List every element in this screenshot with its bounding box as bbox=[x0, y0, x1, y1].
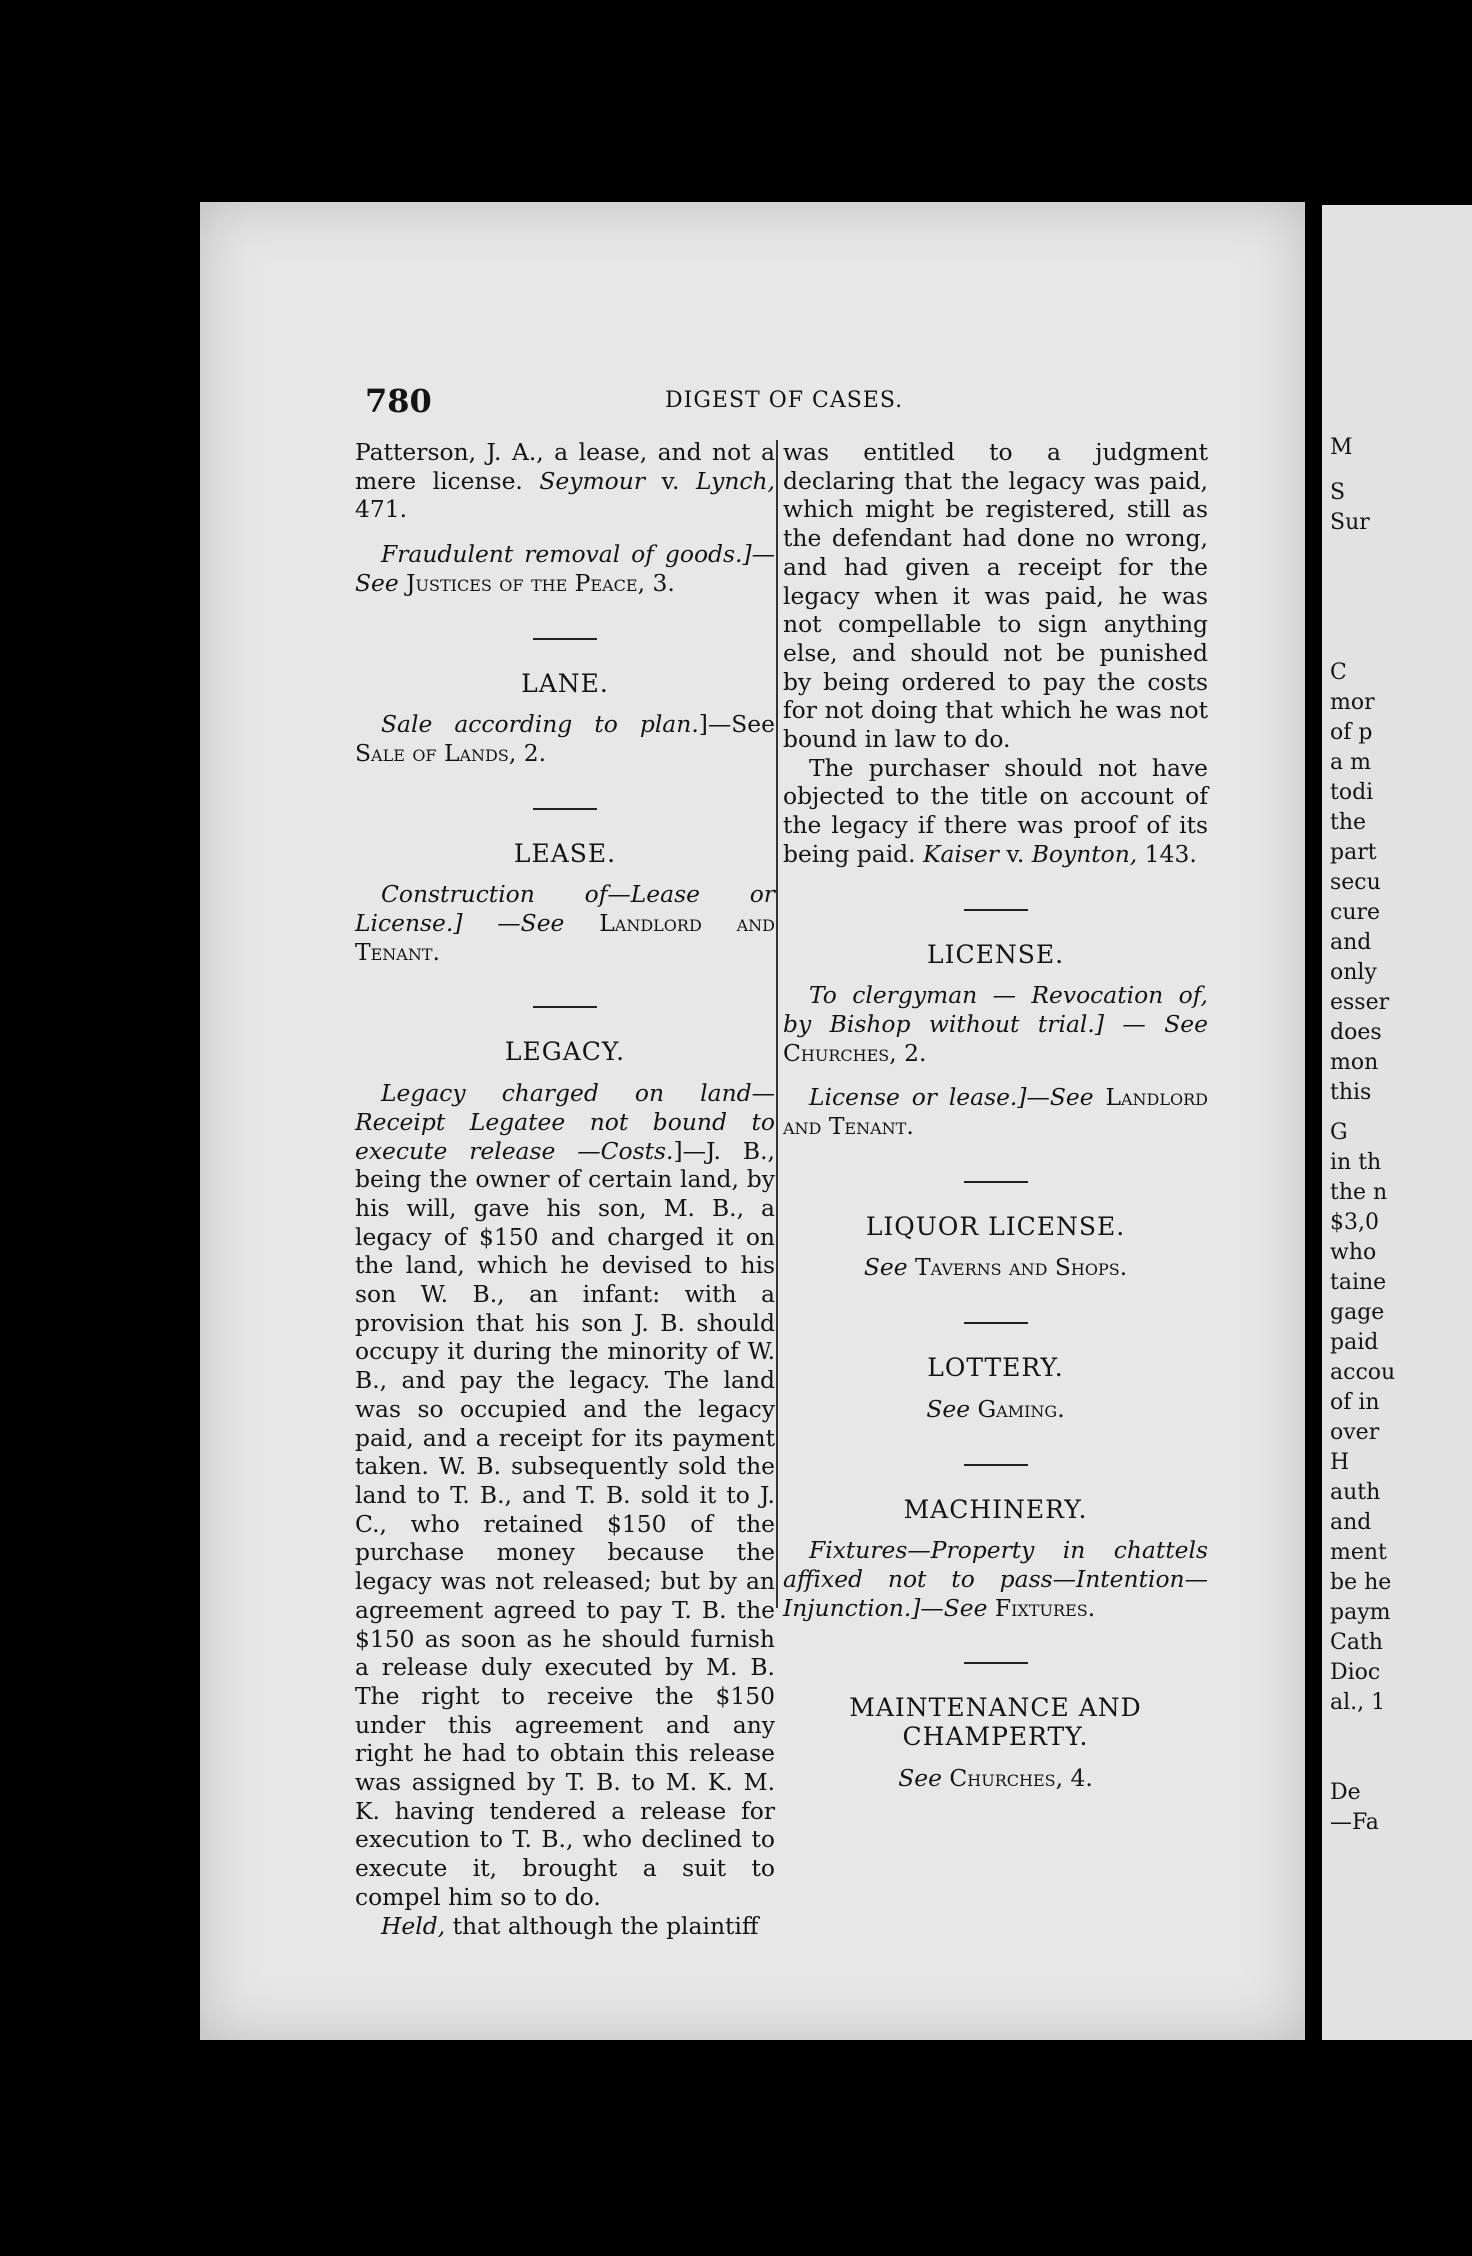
section-rule bbox=[533, 1006, 597, 1008]
adjacent-page-fragment: al., 1 bbox=[1330, 1690, 1386, 1715]
adjacent-page-fragment: only bbox=[1330, 960, 1377, 985]
adjacent-page-fragment: who bbox=[1330, 1240, 1377, 1265]
heading-lane: LANE. bbox=[521, 668, 609, 698]
license-or-lease-entry: License or lease.]—See Landlord and Tenant. bbox=[783, 1083, 1208, 1141]
heading-machinery: MACHINERY. bbox=[903, 1494, 1088, 1524]
legacy-entry: Legacy charged on land—Receipt Legatee not bound to execute release —Costs.]—J. B., being the owner of certain land, by his will, gave his son, M. B., a legacy of $150 and charged it on the land, which he devised to his son W. B., an infant: with a provision that his son J. B. should occupy it during the minority of W. B., and pay the legacy. The land was so occupied and the legacy paid, and a receipt for its payment taken. W. B. subsequently sold the land to T. B., and T. B. sold it to J. C., who retained $150 of the purchase money because the legacy was not released; but by an agreement agreed to pay T. B. the $150 as soon as he should furnish a release duly executed by M. B. The right to receive the $150 under this agreement and any right he had to obtain this release was assigned by T. B. to M. K. M. K. having tendered a release for execution to T. B., who declined to execute it, brought a suit to compel him so to do. bbox=[355, 1079, 775, 1911]
heading-maintenance-and-champerty: MAINTENANCE AND CHAMPERTY. bbox=[849, 1693, 1142, 1752]
adjacent-page-fragment: gage bbox=[1330, 1300, 1385, 1325]
adjacent-page-fragment: C bbox=[1330, 660, 1347, 685]
heading-lease: LEASE. bbox=[513, 838, 617, 868]
running-head: DIGEST OF CASES. bbox=[665, 388, 904, 413]
heading-license: LICENSE. bbox=[926, 939, 1065, 969]
adjacent-page-fragment: be he bbox=[1330, 1570, 1392, 1595]
adjacent-page-fragment: of in bbox=[1330, 1390, 1380, 1415]
adjacent-page-fragment: paid bbox=[1330, 1330, 1379, 1355]
license-clergyman-entry: To clergyman — Revocation of, by Bishop without trial.] — See Churches, 2. bbox=[783, 981, 1208, 1067]
adjacent-page-fragment: esser bbox=[1330, 990, 1390, 1015]
adjacent-page-fragment: and bbox=[1330, 1510, 1372, 1535]
section-rule bbox=[964, 1181, 1028, 1183]
adjacent-page-fragment: accou bbox=[1330, 1360, 1396, 1385]
adjacent-page-fragment: Dioc bbox=[1330, 1660, 1381, 1685]
adjacent-page-fragment: H bbox=[1330, 1450, 1350, 1475]
section-rule bbox=[533, 638, 597, 640]
section-rule bbox=[964, 1322, 1028, 1324]
adjacent-page-edge bbox=[1322, 205, 1472, 2040]
adjacent-page-fragment: paym bbox=[1330, 1600, 1391, 1625]
adjacent-page-fragment: the bbox=[1330, 810, 1367, 835]
legacy-continuation: was entitled to a judgment declaring that the legacy was paid, which might be registered, still as the defendant had done no wrong, and had given a receipt for the legacy when it was paid, he was not compellable to sign anything else, and should not be punished by being ordered to pay the costs for not doing that which he was not bound in law to do. bbox=[783, 438, 1208, 754]
adjacent-page-fragment: this bbox=[1330, 1080, 1372, 1105]
adjacent-page-fragment: todi bbox=[1330, 780, 1374, 805]
heading-liquor-license: LIQUOR LICENSE. bbox=[865, 1211, 1126, 1241]
adjacent-page-fragment: —Fa bbox=[1330, 1810, 1379, 1835]
adjacent-page-fragment: of p bbox=[1330, 720, 1373, 745]
adjacent-page-fragment: De bbox=[1330, 1780, 1361, 1805]
adjacent-page-fragment: in th bbox=[1330, 1150, 1382, 1175]
section-rule bbox=[533, 808, 597, 810]
document-page bbox=[200, 202, 1305, 2040]
patterson-entry: Patterson, J. A., a lease, and not a mere license. Seymour v. Lynch, 471. bbox=[355, 438, 775, 524]
adjacent-page-fragment: secu bbox=[1330, 870, 1381, 895]
adjacent-page-fragment: over bbox=[1330, 1420, 1380, 1445]
adjacent-page-fragment: S bbox=[1330, 480, 1346, 505]
adjacent-page-fragment: a m bbox=[1330, 750, 1371, 775]
legacy-held-entry: Held, that although the plaintiff bbox=[381, 1911, 759, 1940]
fraudulent-removal-entry: Fraudulent removal of goods.]—See Justices of the Peace, 3. bbox=[355, 540, 775, 597]
section-rule bbox=[964, 1464, 1028, 1466]
adjacent-page-fragment: does bbox=[1330, 1020, 1382, 1045]
heading-lottery: LOTTERY. bbox=[927, 1353, 1064, 1383]
purchaser-entry: The purchaser should not have objected to the title on account of the legacy if there was proof of its being paid. Kaiser v. Boynton, 143. bbox=[783, 753, 1208, 868]
machinery-entry: Fixtures—Property in chattels affixed not to pass—Intention—Injunction.]—See Fixtures. bbox=[783, 1536, 1208, 1622]
liquor-license-entry: See Taverns and Shops. bbox=[863, 1253, 1128, 1282]
adjacent-page-fragment: taine bbox=[1330, 1270, 1387, 1295]
lottery-entry: See Gaming. bbox=[926, 1394, 1065, 1423]
left-column bbox=[355, 438, 775, 1940]
page-number: 780 bbox=[365, 382, 432, 420]
adjacent-page-fragment: auth bbox=[1330, 1480, 1381, 1505]
section-rule bbox=[964, 1662, 1028, 1664]
adjacent-page-fragment: $3,0 bbox=[1330, 1210, 1379, 1235]
adjacent-page-fragment: M bbox=[1330, 435, 1353, 460]
adjacent-page-fragment: the n bbox=[1330, 1180, 1388, 1205]
adjacent-page-fragment: and bbox=[1330, 930, 1372, 955]
adjacent-page-fragment: Cath bbox=[1330, 1630, 1383, 1655]
heading-legacy: LEGACY. bbox=[504, 1037, 626, 1067]
right-column bbox=[783, 438, 1208, 1793]
page-header bbox=[365, 382, 1145, 422]
adjacent-page-fragment: mor bbox=[1330, 690, 1375, 715]
lane-entry: Sale according to plan.]—See Sale of Lands, 2. bbox=[355, 710, 775, 767]
adjacent-page-fragment: mon bbox=[1330, 1050, 1379, 1075]
section-rule bbox=[964, 909, 1028, 911]
adjacent-page-fragment: ment bbox=[1330, 1540, 1387, 1565]
maintenance-entry: See Churches, 4. bbox=[898, 1763, 1093, 1792]
column-divider bbox=[776, 440, 778, 1608]
adjacent-page-fragment: cure bbox=[1330, 900, 1381, 925]
adjacent-page-fragment: G bbox=[1330, 1120, 1348, 1145]
lease-entry: Construction of—Lease or License.] —See Landlord and Tenant. bbox=[355, 880, 775, 966]
adjacent-page-fragment: part bbox=[1330, 840, 1377, 865]
adjacent-page-fragment: Sur bbox=[1330, 510, 1370, 535]
